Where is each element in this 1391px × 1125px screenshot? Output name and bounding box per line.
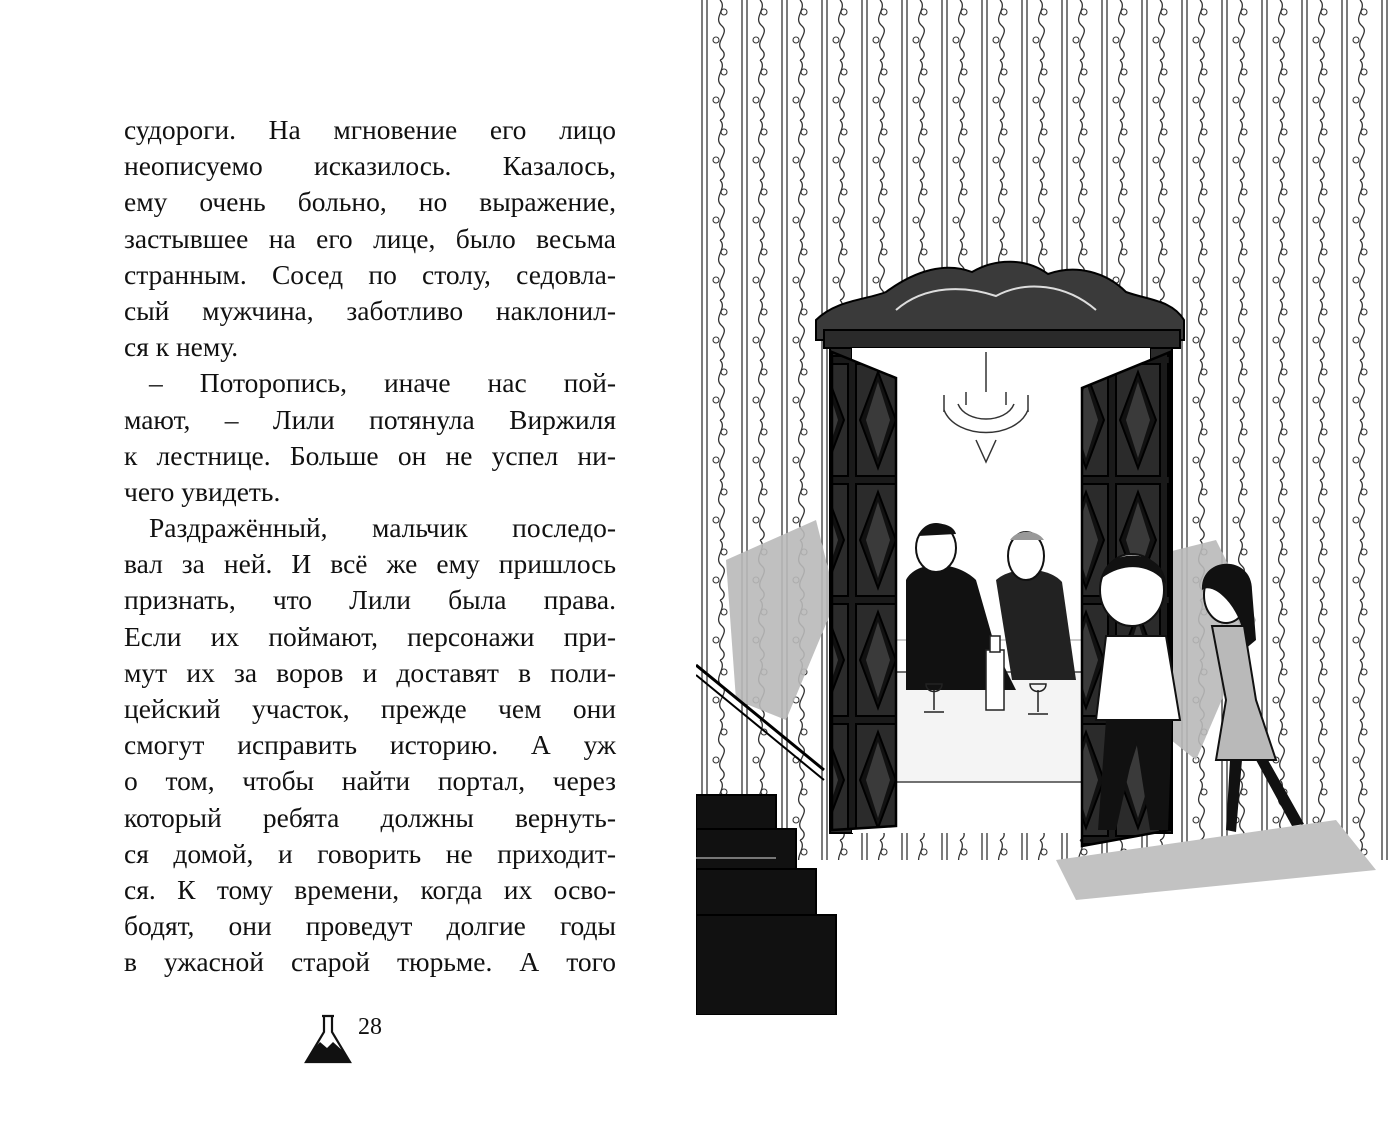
text-line: странным. Сосед по столу, седовла- — [124, 258, 616, 290]
text-line: ся к нему. — [124, 331, 239, 363]
text-line: неописуемо исказилось. Казалось, — [124, 150, 616, 182]
text-line: Раздражённый, мальчик последо- — [149, 512, 616, 544]
text-line: вал за ней. И всё же ему пришлось — [124, 548, 616, 580]
text-line: в ужасной старой тюрьме. А того — [124, 946, 616, 978]
text-line: чего увидеть. — [124, 475, 281, 507]
text-line: мают, – Лили потянула Виржиля — [124, 403, 616, 435]
text-line: Если их поймают, персонажи при- — [124, 620, 616, 652]
flask-icon — [300, 1012, 356, 1068]
text-line: ему очень больно, но выражение, — [124, 186, 616, 218]
text-line: к лестнице. Больше он не успел ни- — [124, 439, 616, 471]
page-number: 28 — [358, 1014, 382, 1040]
text-line: судороги. На мгновение его лицо — [124, 114, 616, 145]
illustration — [696, 0, 1391, 1015]
text-line: сый мужчина, заботливо наклонил- — [124, 294, 616, 326]
text-line: застывшее на его лице, было весьма — [124, 222, 616, 254]
body-text — [124, 112, 616, 981]
text-line: смогут исправить историю. А уж — [124, 729, 616, 761]
text-line: который ребята должны вернуть- — [124, 801, 616, 833]
page-footer — [300, 1012, 410, 1072]
text-line: признать, что Лили была права. — [124, 584, 616, 616]
text-line: бодят, они проведут долгие годы — [124, 910, 616, 942]
text-line: ся. К тому времени, когда их осво- — [124, 873, 616, 905]
text-line: – Поторопись, иначе нас пой- — [149, 367, 616, 399]
illustration-scene — [696, 0, 1391, 1015]
text-line: о том, чтобы найти портал, через — [124, 765, 616, 797]
text-line: цейский участок, прежде чем они — [124, 693, 616, 724]
text-line: мут их за воров и доставят в поли- — [124, 656, 616, 688]
text-line: ся домой, и говорить не приходит- — [124, 837, 616, 869]
